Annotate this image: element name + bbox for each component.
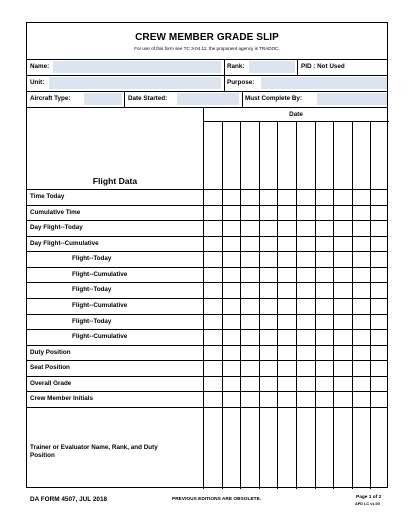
divider — [242, 91, 243, 107]
form-subtitle: For use of this form see TC 3-04.11; the proponent agency is TRADOC. — [134, 46, 280, 51]
aircraft-type-label: Aircraft Type: — [30, 95, 71, 102]
date-column-divider — [277, 121, 278, 489]
date-column-divider — [240, 121, 241, 489]
unit-label: Unit: — [30, 79, 45, 86]
divider — [297, 59, 298, 75]
date-column-divider — [259, 121, 260, 489]
divider — [124, 91, 125, 107]
row-label: Crew Member Initials — [30, 395, 93, 403]
row-label: Flight--Cumulative — [72, 301, 128, 309]
divider — [224, 59, 225, 75]
date-column-divider — [296, 121, 297, 489]
date-column-divider — [222, 121, 223, 489]
pid-label: PID : Not Used — [301, 63, 345, 70]
rank-field[interactable] — [249, 61, 295, 73]
rank-label: Rank: — [227, 63, 245, 70]
divider — [224, 75, 225, 91]
divider — [27, 205, 387, 206]
form-id: DA FORM 4507, JUL 2018 — [30, 496, 108, 503]
aircraft-type-field[interactable] — [84, 93, 122, 105]
date-started-field[interactable] — [177, 93, 239, 105]
divider — [27, 251, 387, 252]
date-column-divider — [370, 121, 371, 489]
divider — [27, 267, 387, 268]
row-label: Flight--Today — [72, 317, 112, 325]
purpose-field[interactable] — [261, 77, 387, 89]
divider — [27, 59, 387, 60]
divider — [27, 107, 387, 108]
divider — [27, 282, 387, 283]
divider — [27, 329, 387, 330]
row-label: Flight--Cumulative — [72, 333, 128, 341]
divider — [27, 189, 387, 190]
must-complete-label: Must Complete By: — [245, 95, 303, 102]
divider — [27, 220, 387, 221]
divider — [27, 391, 387, 392]
divider — [27, 360, 387, 361]
divider — [27, 75, 387, 76]
unit-field[interactable] — [49, 77, 221, 89]
row-label: Cumulative Time — [30, 208, 81, 216]
date-header: Date — [289, 111, 303, 118]
name-label: Name: — [30, 63, 50, 70]
divider — [27, 314, 387, 315]
row-label: Day Flight--Today — [30, 224, 83, 232]
divider — [27, 91, 387, 92]
date-column-divider — [333, 121, 334, 489]
row-label: Flight--Cumulative — [72, 270, 128, 278]
form-title: CREW MEMBER GRADE SLIP — [135, 32, 279, 43]
date-column-divider — [315, 121, 316, 489]
date-column-divider — [352, 121, 353, 489]
must-complete-field[interactable] — [317, 93, 387, 105]
date-started-label: Date Started: — [128, 95, 168, 102]
divider — [27, 407, 387, 408]
obsolete-notice: PREVIOUS EDITIONS ARE OBSOLETE. — [172, 497, 262, 502]
row-label: Duty Position — [30, 348, 71, 356]
version-label: APD LC v1.00 — [355, 502, 380, 506]
divider — [27, 376, 387, 377]
row-label: Flight--Today — [72, 255, 112, 263]
flight-data-header: Flight Data — [92, 176, 138, 186]
divider — [27, 236, 387, 237]
divider — [27, 298, 387, 299]
grade-slip-form — [26, 22, 388, 488]
name-field[interactable] — [53, 61, 221, 73]
trainer-label: Trainer or Evaluator Name, Rank, and Duty Position — [30, 444, 158, 459]
row-label: Flight--Today — [72, 286, 112, 294]
row-label: Time Today — [30, 193, 65, 200]
row-label: Day Flight--Cumulative — [30, 239, 99, 247]
row-label: Overall Grade — [30, 379, 72, 387]
divider — [27, 345, 387, 346]
purpose-label: Purpose: — [227, 79, 255, 86]
page-number: Page 1 of 2 — [356, 495, 382, 500]
row-label: Seat Position — [30, 364, 70, 372]
